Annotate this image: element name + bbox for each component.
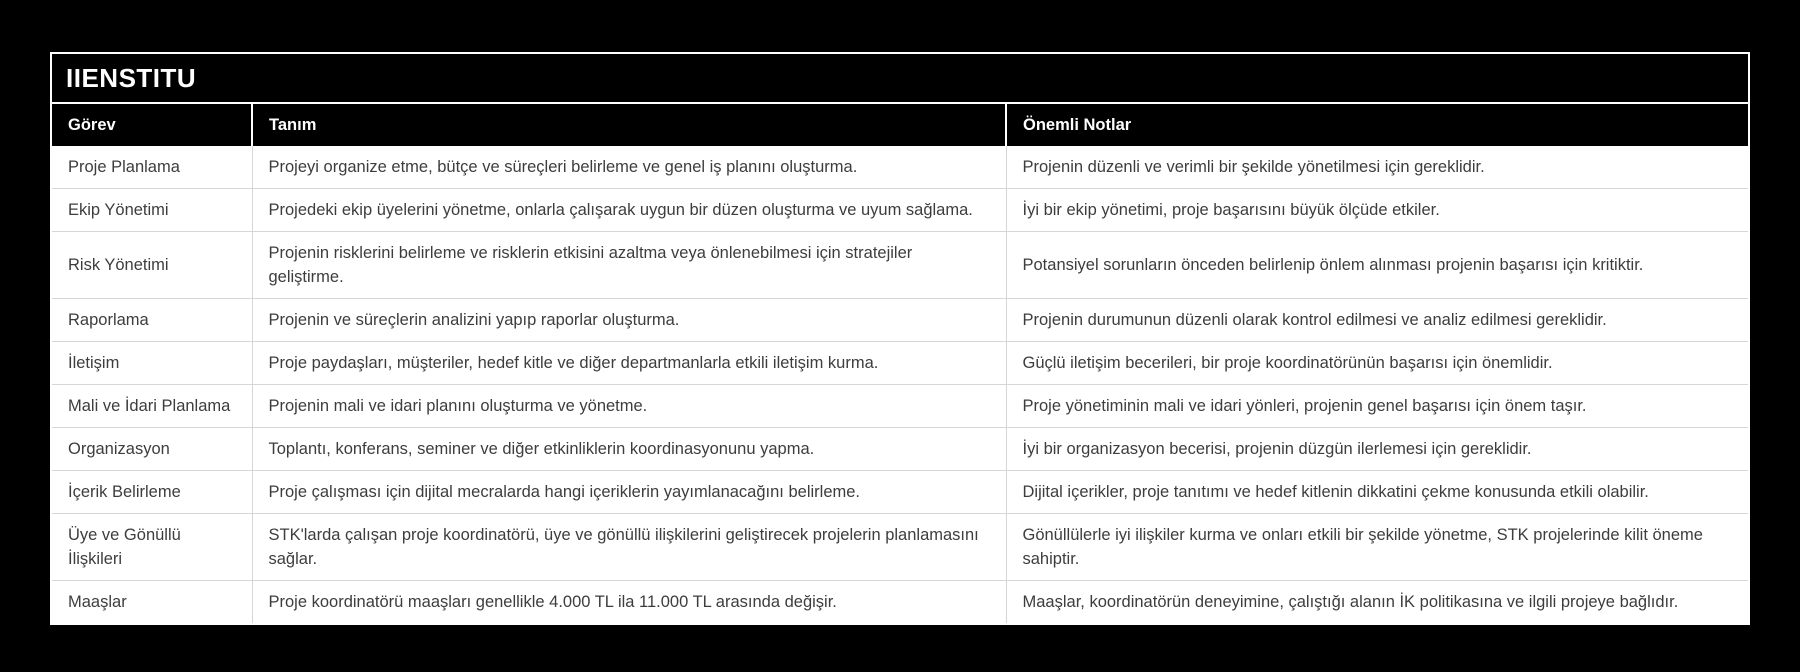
table-row xyxy=(52,299,1748,342)
table-row xyxy=(52,342,1748,385)
cell-gorev: Mali ve İdari Planlama xyxy=(52,385,252,428)
table-header xyxy=(52,104,1748,146)
cell-tanim: Projedeki ekip üyelerini yönetme, onlarla çalışarak uygun bir düzen oluşturma ve uyum sağlama. xyxy=(252,189,1006,232)
cell-gorev: Maaşlar xyxy=(52,581,252,624)
cell-gorev: Raporlama xyxy=(52,299,252,342)
cell-gorev: Üye ve Gönüllü İlişkileri xyxy=(52,514,252,581)
cell-tanim: Projenin ve süreçlerin analizini yapıp raporlar oluşturma. xyxy=(252,299,1006,342)
cell-notlar: Proje yönetiminin mali ve idari yönleri, projenin genel başarısı için önem taşır. xyxy=(1006,385,1748,428)
table-row xyxy=(52,232,1748,299)
tasks-table xyxy=(52,104,1748,623)
cell-tanim: Projenin risklerini belirleme ve risklerin etkisini azaltma veya önlenebilmesi için stratejiler geliştirme. xyxy=(252,232,1006,299)
table-row xyxy=(52,471,1748,514)
table-row xyxy=(52,189,1748,232)
table-row xyxy=(52,385,1748,428)
cell-tanim: Projenin mali ve idari planını oluşturma ve yönetme. xyxy=(252,385,1006,428)
column-header-notlar: Önemli Notlar xyxy=(1006,104,1748,146)
cell-notlar: Güçlü iletişim becerileri, bir proje koordinatörünün başarısı için önemlidir. xyxy=(1006,342,1748,385)
brand-title: IIENSTITU xyxy=(52,54,1748,102)
cell-tanim: Proje koordinatörü maaşları genellikle 4.000 TL ila 11.000 TL arasında değişir. xyxy=(252,581,1006,624)
cell-gorev: Risk Yönetimi xyxy=(52,232,252,299)
cell-gorev: İçerik Belirleme xyxy=(52,471,252,514)
cell-gorev: İletişim xyxy=(52,342,252,385)
cell-notlar: Maaşlar, koordinatörün deneyimine, çalıştığı alanın İK politikasına ve ilgili projeye bağlıdır. xyxy=(1006,581,1748,624)
cell-notlar: Potansiyel sorunların önceden belirlenip önlem alınması projenin başarısı için kritiktir. xyxy=(1006,232,1748,299)
cell-notlar: Projenin durumunun düzenli olarak kontrol edilmesi ve analiz edilmesi gereklidir. xyxy=(1006,299,1748,342)
column-header-tanim: Tanım xyxy=(252,104,1006,146)
table-card xyxy=(50,52,1750,625)
table-body xyxy=(52,146,1748,623)
table-row xyxy=(52,428,1748,471)
table-row xyxy=(52,146,1748,189)
cell-tanim: Proje çalışması için dijital mecralarda hangi içeriklerin yayımlanacağını belirleme. xyxy=(252,471,1006,514)
cell-notlar: Projenin düzenli ve verimli bir şekilde yönetilmesi için gereklidir. xyxy=(1006,146,1748,189)
header-row xyxy=(52,104,1748,146)
cell-gorev: Proje Planlama xyxy=(52,146,252,189)
cell-notlar: Gönüllülerle iyi ilişkiler kurma ve onları etkili bir şekilde yönetme, STK projelerinde kilit öneme sahiptir. xyxy=(1006,514,1748,581)
column-header-gorev: Görev xyxy=(52,104,252,146)
cell-tanim: Toplantı, konferans, seminer ve diğer etkinliklerin koordinasyonunu yapma. xyxy=(252,428,1006,471)
cell-notlar: Dijital içerikler, proje tanıtımı ve hedef kitlenin dikkatini çekme konusunda etkili olabilir. xyxy=(1006,471,1748,514)
cell-gorev: Ekip Yönetimi xyxy=(52,189,252,232)
cell-notlar: İyi bir organizasyon becerisi, projenin düzgün ilerlemesi için gereklidir. xyxy=(1006,428,1748,471)
cell-tanim: Proje paydaşları, müşteriler, hedef kitle ve diğer departmanlarla etkili iletişim kurma. xyxy=(252,342,1006,385)
cell-notlar: İyi bir ekip yönetimi, proje başarısını büyük ölçüde etkiler. xyxy=(1006,189,1748,232)
cell-tanim: Projeyi organize etme, bütçe ve süreçleri belirleme ve genel iş planını oluşturma. xyxy=(252,146,1006,189)
table-row xyxy=(52,581,1748,624)
table-row xyxy=(52,514,1748,581)
cell-tanim: STK'larda çalışan proje koordinatörü, üye ve gönüllü ilişkilerini geliştirecek projelerin planlamasını sağlar. xyxy=(252,514,1006,581)
cell-gorev: Organizasyon xyxy=(52,428,252,471)
